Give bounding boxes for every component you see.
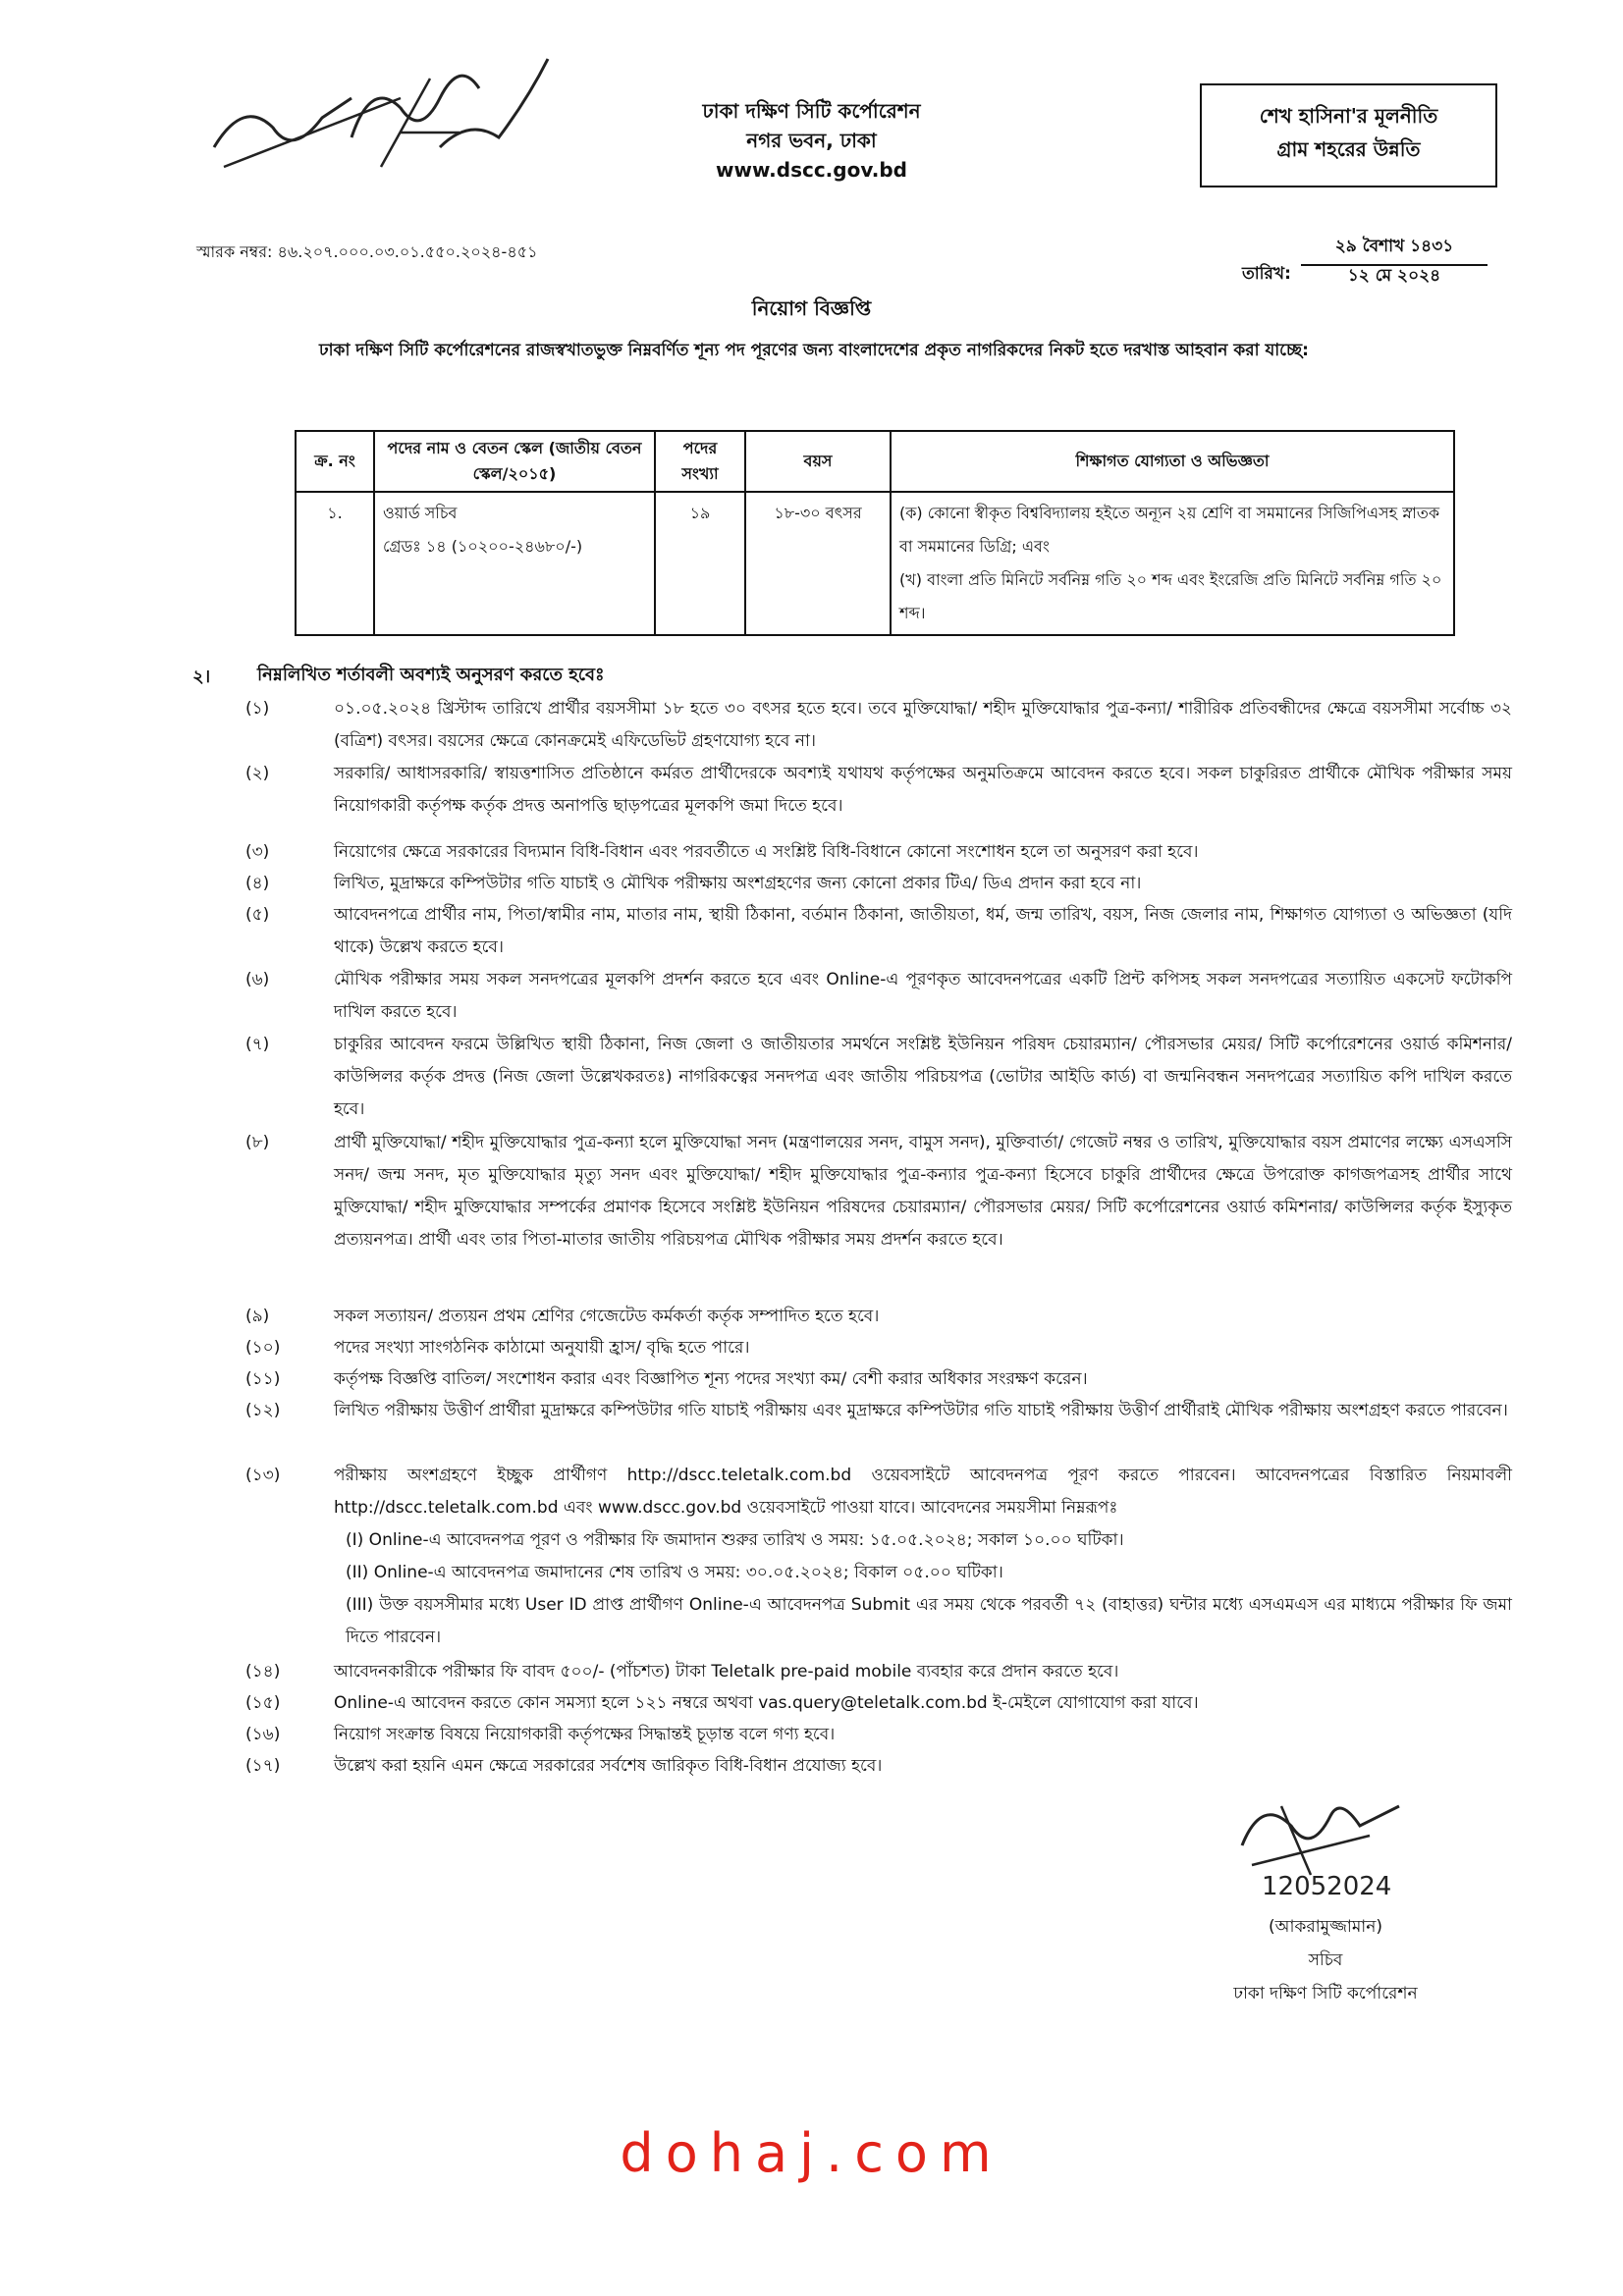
condition-text: সরকারি/ আধাসরকারি/ স্বায়ত্তশাসিত প্রতিষ্ঠানে কর্মরত প্রার্থীদেরকে অবশ্যই যথাযথ কর্তৃপক্ষের অনুমতিক্রমে আবেদন করতে হবে। সকল চাকুরিরত প্রার্থীকে মৌখিক পরীক্ষার সময় নিয়োগকারী কর্তৃপক্ষ কর্তৃক প্রদত্ত অনাপত্তি ছাড়পত্রের মূলকপি জমা দিতে হবে। [334, 764, 1512, 816]
condition-number: (১৭) [245, 1756, 281, 1776]
col-post: পদের নাম ও বেতন স্কেল (জাতীয় বেতন স্কেল/২০১৫) [374, 431, 655, 492]
signatory-org: ঢাকা দক্ষিণ সিটি কর্পোরেশন [1233, 1984, 1418, 2003]
section-heading: নিম্নলিখিত শর্তাবলী অবশ্যই অনুসরণ করতে হবেঃ [257, 665, 605, 685]
post-grade: গ্রেডঃ ১৪ (১০২০০-২৪৬৮০/-) [383, 537, 583, 556]
condition-text: উল্লেখ করা হয়নি এমন ক্ষেত্রে সরকারের সর্বশেষ জারিকৃত বিধি-বিধান প্রযোজ্য হবে। [334, 1756, 883, 1776]
condition-item [245, 1301, 1512, 1333]
col-age: বয়স [745, 431, 891, 492]
intro-paragraph: ঢাকা দক্ষিণ সিটি কর্পোরেশনের রাজস্বখাতভুক্ত নিম্নবর্ণিত শূন্য পদ পূরণের জন্য বাংলাদেশের প্রকৃত নাগরিকদের নিকট হতে দরখাস্ত আহবান করা যাচ্ছে: [319, 341, 1309, 360]
condition-item [245, 1363, 1512, 1396]
schedule-start: (I) Online-এ আবেদনপত্র পূরণ ও পরীক্ষার ফি জমাদান শুরুর তারিখ ও সময়: ১৫.০৫.২০২৪; সকাল ১০.০০ ঘটিকা। [346, 1530, 1124, 1550]
condition-item [245, 1719, 1512, 1751]
signatory-name: (আকরামুজ্জামান) [1269, 1917, 1382, 1937]
table-row [296, 492, 1454, 635]
condition-text: প্রার্থী মুক্তিযোদ্ধা/ শহীদ মুক্তিযোদ্ধার পুত্র-কন্যা হলে মুক্তিযোদ্ধা সনদ (মন্ত্রণালয়ের সনদ, বামুস সনদ), মুক্তিবার্তা/ গেজেট নম্বর ও তারিখ, মুক্তিযোদ্ধার বয়স প্রমাণের লক্ষ্যে এসএসসি সনদ/ জন্ম সনদ, মৃত মুক্তিযোদ্ধার মৃত্যু সনদ এবং মুক্তিযোদ্ধা/ শহীদ মুক্তিযোদ্ধার পুত্র-কন্যার পুত্র-কন্যা হিসেবে চাকুরি প্রার্থীদের ক্ষেত্রে উপরোক্ত কাগজপত্রসহ প্রার্থীর সাথে মুক্তিযোদ্ধা/ শহীদ মুক্তিযোদ্ধার সম্পর্কের প্রমাণক হিসেবে সংশ্লিষ্ট ইউনিয়ন পরিষদের চেয়ারম্যান/ পৌরসভার মেয়র/ সিটি কর্পোরেশনের ওয়ার্ড কমিশনার/ কাউন্সিলর কর্তৃক ইস্যুকৃত প্রত্যয়নপত্র। প্রার্থী এবং তার পিতা-মাতার জাতীয় পরিচয়পত্র মৌখিক পরীক্ষার সময় প্রদর্শন করতে হবে। [334, 1133, 1512, 1250]
condition-item [245, 1029, 1512, 1126]
row-post [374, 492, 655, 635]
condition-text: নিয়োগ সংক্রান্ত বিষয়ে নিয়োগকারী কর্তৃপক্ষের সিদ্ধান্তই চূড়ান্ত বলে গণ্য হবে। [334, 1725, 836, 1744]
motto-line-1: শেখ হাসিনা'র মূলনীতি [1259, 104, 1438, 128]
condition-number: (৩) [245, 842, 270, 862]
motto-line-2: গ্রাম শহরের উন্নতি [1276, 137, 1421, 161]
col-count: পদের সংখ্যা [655, 431, 745, 492]
row-qualification [891, 492, 1454, 635]
condition-number: (১) [245, 699, 270, 719]
schedule-sms: (III) উক্ত বয়সসীমার মধ্যে User ID প্রাপ্ত প্রার্থীগণ Online-এ আবেদনপত্র Submit এর সময় থেকে পরবর্তী ৭২ (বাহাত্তর) ঘন্টার মধ্যে এসএমএস এর মাধ্যমে পরীক্ষার ফি জমা দিতে পারবেন। [346, 1595, 1512, 1647]
condition-text: আবেদনপত্রে প্রার্থীর নাম, পিতা/স্বামীর নাম, মাতার নাম, স্থায়ী ঠিকানা, বর্তমান ঠিকানা, জাতীয়তা, ধর্ম, জন্ম তারিখ, বয়স, নিজ জেলার নাম, শিক্ষাগত যোগ্যতা ও অভিজ্ঞতা (যদি থাকে) উল্লেখ করতে হবে। [334, 905, 1512, 957]
condition-number: (১১) [245, 1369, 281, 1389]
condition-number: (২) [245, 764, 270, 783]
condition-item [245, 1687, 1512, 1720]
condition-text: নিয়োগের ক্ষেত্রে সরকারের বিদ্যমান বিধি-বিধান এবং পরবর্তীতে এ সংশ্লিষ্ট বিধি-বিধানে কোনো সংশোধন হলে তা অনুসরণ করা হবে। [334, 842, 1199, 862]
condition-item [245, 1332, 1512, 1364]
col-serial: ক্র. নং [296, 431, 374, 492]
condition-number: (৮) [245, 1133, 270, 1152]
condition-text: পদের সংখ্যা সাংগঠনিক কাঠামো অনুযায়ী হ্রাস/ বৃদ্ধি হতে পারে। [334, 1338, 750, 1358]
condition-text: লিখিত, মুদ্রাক্ষরে কম্পিউটার গতি যাচাই ও মৌখিক পরীক্ষায় অংশগ্রহণের জন্য কোনো প্রকার টিএ/ ডিএ প্রদান করা হবে না। [334, 874, 1142, 893]
date-english: ১২ মে ২০২৪ [1347, 266, 1441, 286]
condition-item [245, 1460, 1512, 1654]
condition-item [245, 964, 1512, 1029]
memo-number: স্মারক নম্বর: ৪৬.২০৭.০০০.০৩.০১.৫৫০.২০২৪-৪৫১ [196, 242, 538, 261]
org-name: ঢাকা দক্ষিণ সিটি কর্পোরেশন [702, 99, 921, 123]
row-count: ১৯ [655, 492, 745, 635]
posts-table [295, 430, 1455, 636]
section-number: ২। [192, 667, 211, 687]
condition-number: (১৬) [245, 1725, 281, 1744]
condition-number: (১৩) [245, 1466, 281, 1485]
condition-number: (১২) [245, 1401, 281, 1420]
condition-item [245, 1656, 1512, 1688]
condition-number: (৬) [245, 970, 270, 989]
condition-number: (১৪) [245, 1662, 281, 1682]
signature-date: 12052024 [1262, 1872, 1392, 1901]
condition-number: (১৫) [245, 1693, 281, 1713]
table-header-row [296, 431, 1454, 492]
date-label: তারিখ: [1242, 264, 1291, 284]
condition-item [245, 758, 1512, 823]
org-website: www.dscc.gov.bd [716, 158, 907, 182]
post-name: ওয়ার্ড সচিব [383, 504, 458, 522]
signature [1222, 1787, 1419, 1904]
col-qualification: শিক্ষাগত যোগ্যতা ও অভিজ্ঞতা [891, 431, 1454, 492]
condition-number: (৯) [245, 1307, 270, 1326]
date-bangla: ২৯ বৈশাখ ১৪৩১ [1301, 234, 1488, 266]
condition-text: চাকুরির আবেদন ফরমে উল্লিখিত স্থায়ী ঠিকানা, নিজ জেলা ও জাতীয়তার সমর্থনে সংশ্লিষ্ট ইউনিয়ন পরিষদ চেয়ারম্যান/ পৌরসভার মেয়র/ সিটি কর্পোরেশনের ওয়ার্ড কমিশনার/ কাউন্সিলর কর্তৃক প্রদত্ত (নিজ জেলা উল্লেখকরতঃ) নাগরিকত্বের সনদপত্র এবং জাতীয় পরিচয়পত্র (ভোটার আইডি কার্ড) বা জন্মনিবন্ধন সনদপত্রের সত্যায়িত কপি দাখিল করতে হবে। [334, 1035, 1512, 1119]
condition-item [245, 868, 1512, 900]
watermark: dohaj.com [620, 2122, 1003, 2184]
notice-title: নিয়োগ বিজ্ঞপ্তি [751, 296, 872, 320]
condition-item [245, 693, 1512, 758]
condition-text: মৌখিক পরীক্ষার সময় সকল সনদপত্রের মূলকপি প্রদর্শন করতে হবে এবং Online-এ পূরণকৃত আবেদনপত্রের একটি প্রিন্ট কপিসহ সকল সনদপত্রের সত্যায়িত একসেট ফটোকপি দাখিল করতে হবে। [334, 970, 1512, 1022]
condition-text: আবেদনকারীকে পরীক্ষার ফি বাবদ ৫০০/- (পাঁচশত) টাকা Teletalk pre-paid mobile ব্যবহার করে প্রদান করতে হবে। [334, 1662, 1119, 1682]
condition-text: Online-এ আবেদন করতে কোন সমস্যা হলে ১২১ নম্বরে অথবা vas.query@teletalk.com.bd ই-মেইলে যোগাযোগ করা যাবে। [334, 1693, 1199, 1713]
signatory-designation: সচিব [1308, 1950, 1343, 1970]
condition-text: লিখিত পরীক্ষায় উত্তীর্ণ প্রার্থীরা মুদ্রাক্ষরে কম্পিউটার গতি যাচাই পরীক্ষায় এবং মুদ্রাক্ষরে কম্পিউটার গতি যাচাই পরীক্ষায় উত্তীর্ণ প্রার্থীরাই মৌখিক পরীক্ষায় অংশগ্রহণ করতে পারবেন। [334, 1401, 1508, 1420]
row-age: ১৮-৩০ বৎসর [745, 492, 891, 635]
org-address: নগর ভবন, ঢাকা [746, 129, 877, 152]
condition-text: ০১.০৫.২০২৪ খ্রিস্টাব্দ তারিখে প্রার্থীর বয়সসীমা ১৮ হতে ৩০ বৎসর হতে হবে। তবে মুক্তিযোদ্ধা/ শহীদ মুক্তিযোদ্ধার পুত্র-কন্যা/ শারীরিক প্রতিবন্ধীদের ক্ষেত্রে বয়সসীমা সর্বোচ্চ ৩২ (বত্রিশ) বৎসর। বয়সের ক্ষেত্রে কোনক্রমেই এফিডেভিট গ্রহণযোগ্য হবে না। [334, 699, 1512, 751]
row-serial: ১. [296, 492, 374, 635]
condition-item [245, 899, 1512, 964]
motto-box [1200, 83, 1497, 187]
condition-13-text: পরীক্ষায় অংশগ্রহণে ইচ্ছুক প্রার্থীগণ http://dscc.teletalk.com.bd ওয়েবসাইটে আবেদনপত্র পূরণ করতে পারবেন। আবেদনপত্রের বিস্তারিত নিয়মাবলী http://dscc.teletalk.com.bd এবং www.dscc.gov.bd ওয়েবসাইটে পাওয়া যাবে। আবেদনের সময়সীমা নিম্নরূপঃ [334, 1466, 1512, 1518]
condition-item [245, 1395, 1512, 1427]
condition-number: (৫) [245, 905, 270, 925]
schedule-end: (II) Online-এ আবেদনপত্র জমাদানের শেষ তারিখ ও সময়: ৩০.০৫.২০২৪; বিকাল ০৫.০০ ঘটিকা। [346, 1563, 1003, 1582]
qualification-a: (ক) কোনো স্বীকৃত বিশ্ববিদ্যালয় হইতে অন্যূন ২য় শ্রেণি বা সমমানের সিজিপিএসহ স্নাতক বা সমমানের ডিগ্রি; এবং [899, 504, 1440, 556]
qualification-b: (খ) বাংলা প্রতি মিনিটে সর্বনিম্ন গতি ২০ শব্দ এবং ইংরেজি প্রতি মিনিটে সর্বনিম্ন গতি ২০ শব্দ। [899, 570, 1442, 622]
condition-number: (৪) [245, 874, 270, 893]
condition-text [334, 1460, 1512, 1654]
condition-text: কর্তৃপক্ষ বিজ্ঞপ্তি বাতিল/ সংশোধন করার এবং বিজ্ঞাপিত শূন্য পদের সংখ্যা কম/ বেশী করার অধিকার সংরক্ষণ করেন। [334, 1369, 1088, 1389]
condition-item [245, 836, 1512, 869]
condition-item [245, 1127, 1512, 1256]
condition-number: (১০) [245, 1338, 281, 1358]
condition-text: সকল সত্যায়ন/ প্রত্যয়ন প্রথম শ্রেণির গেজেটেড কর্মকর্তা কর্তৃক সম্পাদিত হতে হবে। [334, 1307, 880, 1326]
signatory-block [1188, 1910, 1463, 2010]
condition-number: (৭) [245, 1035, 270, 1054]
condition-item [245, 1750, 1512, 1783]
